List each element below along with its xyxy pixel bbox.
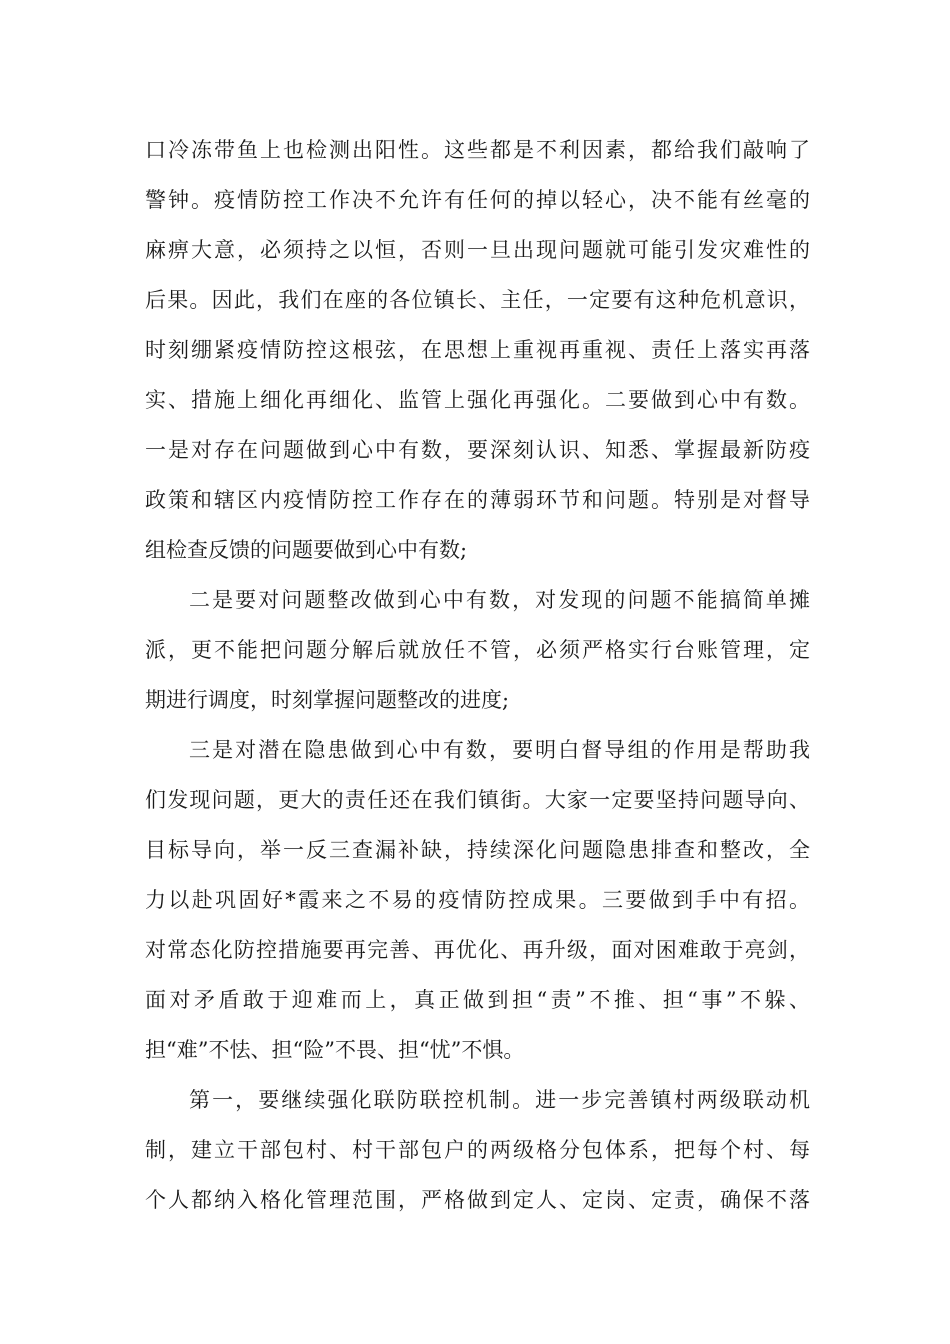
text-line: 实、措施上细化再细化、监管上强化再强化。二要做到心中有数。 — [145, 388, 810, 412]
text-line: 时刻绷紧疫情防控这根弦，在思想上重视再重视、责任上落实再落 — [145, 338, 810, 362]
text-line: 对常态化防控措施要再完善、再优化、再升级，面对困难敢于亮剑， — [145, 938, 810, 962]
text-line: 担“难”不怯、担“险”不畏、担“忧”不惧。 — [145, 1038, 525, 1062]
text-line: 面对矛盾敢于迎难而上，真正做到担“责”不推、担“事”不躲、 — [145, 988, 810, 1012]
text-line: 二是要对问题整改做到心中有数，对发现的问题不能搞简单摊 — [189, 588, 810, 612]
text-line: 个人都纳入格化管理范围，严格做到定人、定岗、定责，确保不落 — [145, 1188, 810, 1212]
text-line: 组检查反馈的问题要做到心中有数; — [145, 538, 468, 562]
text-line: 第一，要继续强化联防联控机制。进一步完善镇村两级联动机 — [189, 1088, 810, 1112]
text-line: 后果。因此，我们在座的各位镇长、主任，一定要有这种危机意识， — [145, 288, 810, 312]
text-line: 政策和辖区内疫情防控工作存在的薄弱环节和问题。特别是对督导 — [145, 488, 810, 512]
text-line: 期进行调度，时刻掌握问题整改的进度; — [145, 688, 510, 712]
text-line: 一是对存在问题做到心中有数，要深刻认识、知悉、掌握最新防疫 — [145, 438, 810, 462]
text-line: 目标导向，举一反三查漏补缺，持续深化问题隐患排查和整改，全 — [145, 838, 810, 862]
text-line: 制，建立干部包村、村干部包户的两级格分包体系，把每个村、每 — [145, 1138, 810, 1162]
text-line: 们发现问题，更大的责任还在我们镇街。大家一定要坚持问题导向、 — [145, 788, 810, 812]
text-line: 口冷冻带鱼上也检测出阳性。这些都是不利因素，都给我们敲响了 — [145, 138, 810, 162]
text-line: 力以赴巩固好*霞来之不易的疫情防控成果。三要做到手中有招。 — [145, 888, 810, 912]
text-line: 警钟。疫情防控工作决不允许有任何的掉以轻心，决不能有丝毫的 — [145, 188, 810, 212]
text-line: 三是对潜在隐患做到心中有数，要明白督导组的作用是帮助我 — [189, 738, 810, 762]
text-line: 麻痹大意，必须持之以恒，否则一旦出现问题就可能引发灾难性的 — [145, 238, 810, 262]
text-line: 派，更不能把问题分解后就放任不管，必须严格实行台账管理，定 — [145, 638, 810, 662]
